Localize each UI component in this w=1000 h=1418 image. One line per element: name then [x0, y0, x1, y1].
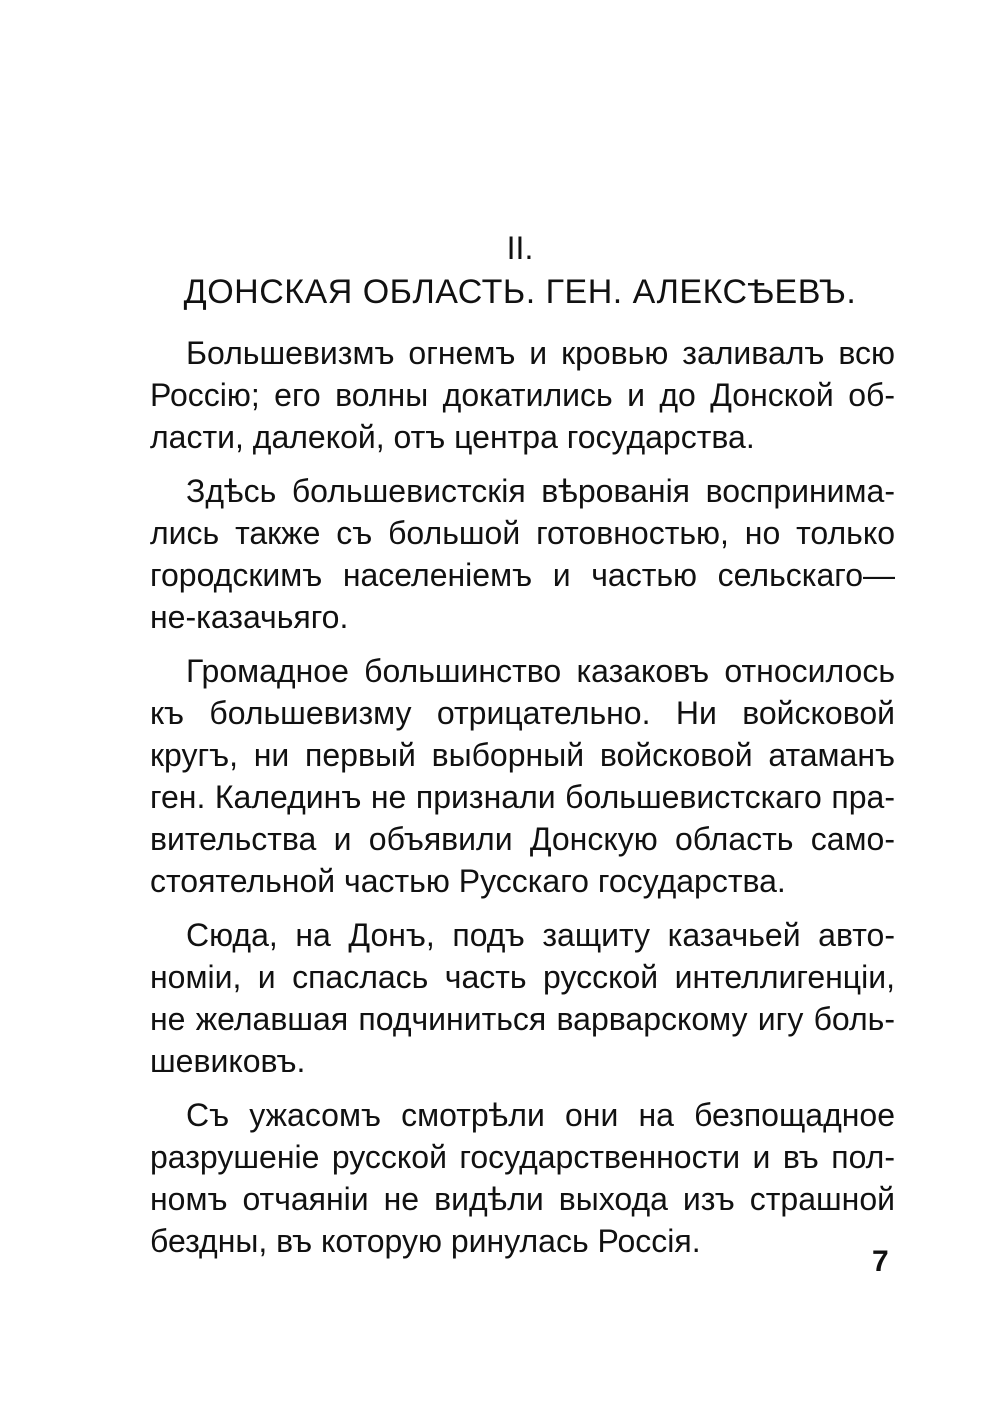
text-line: ген. Калединъ не признали большевистскаго пра-: [150, 779, 895, 815]
chapter-number: II.: [506, 230, 534, 266]
text-line: не-казачьяго.: [150, 599, 349, 635]
text-line: къ большевизму отрицательно. Ни войсковой: [150, 695, 895, 731]
text-line: номъ отчаяніи не видѣли выхода изъ страшной: [150, 1181, 895, 1217]
text-line: Большевизмъ огнемъ и кровью заливалъ всю: [186, 335, 895, 371]
text-line: Съ ужасомъ смотрѣли они на безпощадное: [186, 1097, 895, 1133]
page-number: 7: [872, 1245, 889, 1278]
text-line: шевиковъ.: [150, 1043, 306, 1079]
text-line: ласти, далекой, отъ центра государства.: [150, 419, 755, 455]
paragraph: [150, 914, 895, 1082]
text-line: Здѣсь большевистскія вѣрованія воспринима-: [186, 473, 895, 509]
text-line: Громадное большинство казаковъ относилось: [186, 653, 895, 689]
chapter-title: ДОНСКАЯ ОБЛАСТЬ. ГЕН. АЛЕКСѢЕВЪ.: [183, 273, 857, 311]
body-text: [150, 332, 895, 1274]
text-line: вительства и объявили Донскую область само-: [150, 821, 895, 857]
text-line: городскимъ населеніемъ и частью сельскаго—: [150, 557, 895, 593]
text-line: Сюда, на Донъ, подъ защиту казачьей авто-: [186, 917, 895, 953]
text-line: бездны, въ которую ринулась Россія.: [150, 1223, 701, 1259]
paragraph: [150, 650, 895, 902]
text-line: Россію; его волны докатились и до Донской об-: [150, 377, 895, 413]
text-line: лись также съ большой готовностью, но только: [150, 515, 895, 551]
text-line: разрушеніе русской государственности и въ пол-: [150, 1139, 895, 1175]
text-line: номіи, и спаслась часть русской интеллигенціи,: [150, 959, 895, 995]
paragraph: [150, 332, 895, 458]
paragraph: [150, 470, 895, 638]
text-line: не желавшая подчиниться варварскому игу боль-: [150, 1001, 895, 1037]
text-line: стоятельной частью Русскаго государства.: [150, 863, 786, 899]
text-line: кругъ, ни первый выборный войсковой атаманъ: [150, 737, 895, 773]
paragraph: [150, 1094, 895, 1262]
